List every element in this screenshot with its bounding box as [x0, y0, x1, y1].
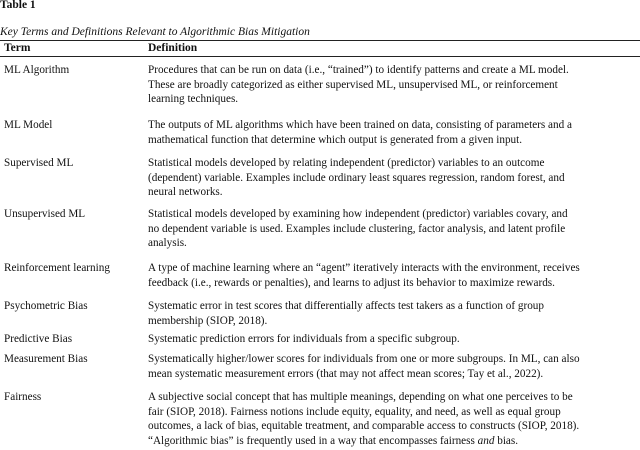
header-rule — [0, 56, 640, 57]
definition-line: fair (SIOP, 2018). Fairness notions include equity, equality, and need, as well as equal group — [148, 405, 561, 418]
definition-line: A subjective social concept that has multiple meanings, depending on what one perceives to be — [148, 391, 573, 403]
definition-cell — [144, 63, 640, 118]
term-cell: Unsupervised ML — [4, 208, 86, 220]
term-cell: Supervised ML — [4, 157, 74, 169]
top-rule — [0, 40, 640, 41]
table-body — [0, 63, 640, 450]
term-cell: ML Algorithm — [4, 64, 70, 76]
definition-cell — [144, 352, 640, 390]
term-cell: Measurement Bias — [4, 353, 88, 365]
header-definition: Definition — [148, 42, 198, 54]
definition-cell — [144, 207, 640, 261]
definition-line: A type of machine learning where an “agent” iteratively interacts with the environment, receives — [148, 262, 580, 274]
definition-cell — [144, 261, 640, 299]
definition-line: feedback (i.e., rewards or penalties), and learns to adjust its behavior to maximize rewards. — [148, 276, 555, 289]
definition-cell — [144, 156, 640, 207]
term-cell: Predictive Bias — [4, 333, 73, 345]
definition-line: Systematically higher/lower scores for individuals from one or more subgroups. In ML, can also — [148, 353, 580, 365]
table-caption: Key Terms and Definitions Relevant to Algorithmic Bias Mitigation — [0, 26, 310, 38]
definition-text: “Algorithmic bias” is frequently used in a way that encompasses fairness — [148, 434, 478, 447]
definition-line: The outputs of ML algorithms which have been trained on data, consisting of parameters and a — [148, 119, 572, 131]
term-cell: Fairness — [4, 391, 42, 403]
definition-cell — [144, 299, 640, 332]
definition-line: These are broadly categorized as either supervised ML, unsupervised ML, or reinforcement — [148, 78, 558, 91]
definition-line: outcomes, a lack of bias, equitable treatment, and comparable access to constructs (SIOP, 2018). — [148, 420, 580, 432]
definition-line: Statistical models developed by relating independent (predictor) variables to an outcome — [148, 157, 545, 169]
table-row — [0, 299, 640, 332]
table-row — [0, 261, 640, 299]
definition-cell — [144, 390, 640, 450]
header-term: Term — [4, 42, 31, 54]
table-row — [0, 156, 640, 207]
definition-line: learning techniques. — [148, 93, 239, 105]
table-row — [0, 390, 640, 450]
definition-line: Systematic prediction errors for individuals from a specific subgroup. — [148, 333, 460, 345]
term-cell: ML Model — [4, 119, 53, 131]
definition-line — [148, 434, 640, 449]
definition-cell — [144, 332, 640, 352]
table-row — [0, 332, 640, 352]
definition-line: Procedures that can be run on data (i.e., “trained”) to identify patterns and create a ML model. — [148, 64, 569, 76]
definition-line: Systematic error in test scores that differentially affects test takers as a function of group — [148, 300, 544, 312]
definition-text: bias. — [494, 434, 519, 447]
definition-line: Statistical models developed by examining how independent (predictor) variables covary, and — [148, 208, 568, 220]
definition-line: mathematical function that determine which output is generated from a given input. — [148, 133, 523, 146]
emphasis-text: and — [477, 434, 495, 447]
definition-line: mean systematic measurement errors (that may not affect mean scores; Tay et al., 2022). — [148, 367, 544, 380]
table-row — [0, 118, 640, 156]
definition-line: analysis. — [148, 237, 187, 249]
definition-line: membership (SIOP, 2018). — [148, 314, 268, 327]
table-row — [0, 63, 640, 118]
term-cell: Reinforcement learning — [4, 262, 110, 274]
definition-line: (dependent) variable. Examples include ordinary least squares regression, random forest, and — [148, 171, 565, 184]
table-row — [0, 207, 640, 261]
table-number: Table 1 — [0, 0, 36, 11]
definition-line: neural networks. — [148, 186, 223, 198]
definition-line: no dependent variable is used. Examples include clustering, factor analysis, and latent profile — [148, 222, 566, 235]
table-row — [0, 352, 640, 390]
definition-cell — [144, 118, 640, 156]
term-cell: Psychometric Bias — [4, 300, 88, 312]
